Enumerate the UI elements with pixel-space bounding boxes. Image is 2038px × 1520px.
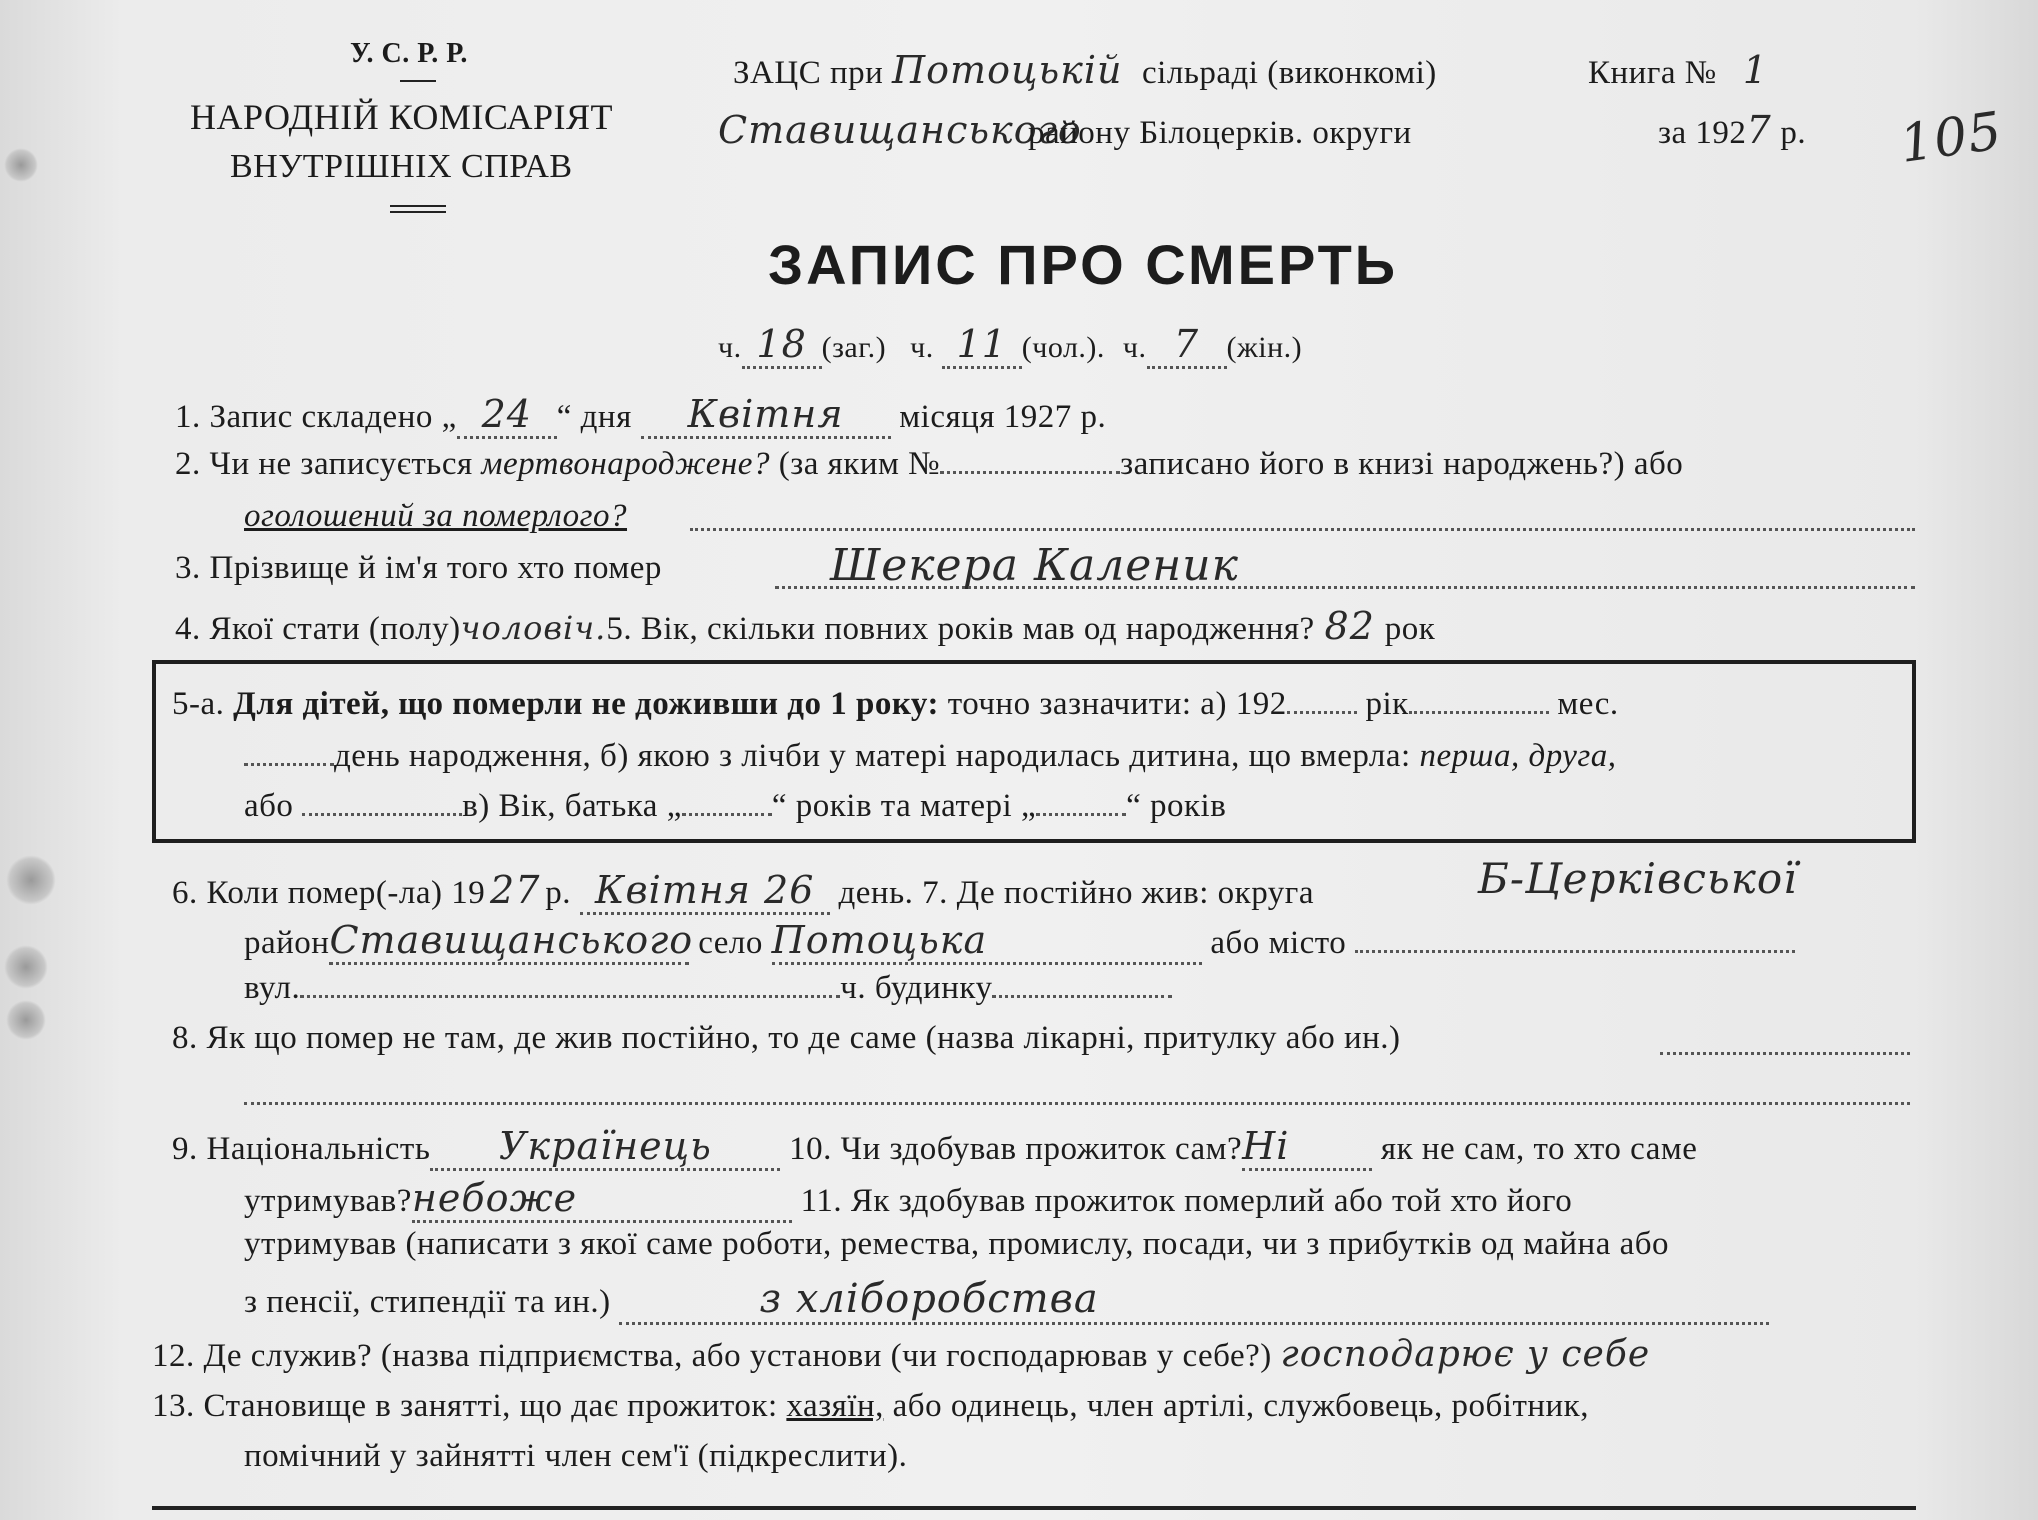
- book-number: 1: [1742, 48, 1769, 92]
- field-13: [152, 1388, 1589, 1425]
- zags-prefix: ЗАЦС при: [733, 55, 884, 91]
- book-line: [1588, 48, 1786, 92]
- field-5a-second: друга,: [1528, 738, 1617, 774]
- field-5-suffix: рок: [1384, 611, 1436, 647]
- record-numbers: [718, 322, 1302, 369]
- republic-label: У. С. Р. Р.: [350, 38, 468, 69]
- field-4-5: [175, 604, 1435, 648]
- field-1-day: 24: [457, 392, 557, 439]
- field-10-value: Ні: [1242, 1124, 1372, 1171]
- field-3-label: 3. Прізвище й ім'я того хто помер: [175, 550, 662, 586]
- zags-line: [733, 48, 1437, 92]
- field-5a-month-blank: [1409, 705, 1549, 714]
- field-7-city-label: або місто: [1210, 925, 1347, 961]
- field-8-blank-line: [244, 1096, 1910, 1105]
- district-line: [718, 108, 1412, 152]
- field-5a-text1: точно зазначити: а) 192: [947, 686, 1287, 722]
- num-total-label: (заг.): [821, 331, 887, 364]
- field-7-raion-label: район: [244, 925, 330, 961]
- field-4-gender: чоловіч.: [460, 609, 607, 647]
- field-5a-day-blank: [244, 757, 334, 766]
- field-5a-text2: день народження, б) якою з лічби у матері народилась дитина, що вмерла:: [334, 738, 1411, 774]
- num-prefix: ч.: [910, 331, 934, 364]
- field-7-selo-label: село: [698, 925, 763, 961]
- field-3-name: Шекера Каленик: [830, 540, 1239, 591]
- district-suffix: району Білоцерків. округи: [1028, 115, 1412, 151]
- punch-hole-mark: [6, 1000, 46, 1040]
- field-13-line2: помічний у зайнятті член сем'ї (підкреслити).: [244, 1438, 908, 1474]
- field-7-label: 7. Де постійно жив: округа: [922, 875, 1314, 911]
- margin-note: 105: [1896, 101, 2006, 175]
- field-7-house-label: ч. будинку: [840, 970, 993, 1006]
- field-2-c: (за яким №: [778, 446, 941, 482]
- field-12-value: господарює у себе: [1280, 1334, 1651, 1375]
- book-label: Книга №: [1588, 55, 1717, 91]
- field-2-number-blank: [940, 465, 1120, 474]
- field-9-nationality: Українець: [430, 1124, 780, 1171]
- field-7-street-label: вул.: [244, 970, 301, 1006]
- field-6-7: [172, 868, 1314, 915]
- field-2-blank-line: [690, 522, 1915, 531]
- field-5a-label: 5-а.: [172, 686, 225, 722]
- punch-hole-mark: [4, 148, 38, 182]
- bottom-rule: [152, 1506, 1916, 1510]
- field-10-suffix: як не сам, то хто саме: [1380, 1131, 1698, 1167]
- field-7-street-blank: [300, 989, 840, 998]
- page-title: ЗАПИС ПРО СМЕРТЬ: [768, 233, 1399, 296]
- year-handwritten: 7: [1746, 108, 1772, 152]
- field-10-supporter: небоже: [412, 1176, 792, 1223]
- field-9-label: 9. Національність: [172, 1131, 431, 1167]
- num-prefix: ч.: [1122, 331, 1147, 364]
- field-6-year: 27: [490, 868, 541, 912]
- year-prefix: за 192: [1658, 115, 1747, 151]
- field-13-options: або одинець, член артілі, службовець, робітник,: [892, 1388, 1589, 1424]
- field-13-owner-underlined: хазяїн,: [786, 1388, 884, 1424]
- field-5a-year-blank: [1287, 705, 1357, 714]
- field-5a-text4: “ років та матері „: [771, 788, 1037, 824]
- field-7-selo: Потоцька: [772, 918, 1202, 965]
- header-divider: [400, 80, 436, 82]
- field-5a-month-label: мес.: [1557, 686, 1619, 722]
- field-1-label: 1. Запис складено „: [175, 399, 457, 435]
- field-11-line3-label: з пенсії, стипендії та ин.): [244, 1284, 611, 1320]
- field-6-r: р.: [545, 875, 571, 911]
- commissariat-line1: НАРОДНІЙ КОМІСАРІЯТ: [190, 97, 614, 137]
- header-divider: [390, 205, 446, 207]
- field-12-label: 12. Де служив? (назва підприємства, або установи (чи господарював у себе?): [152, 1338, 1272, 1374]
- field-10-supporter-label: утримував?: [244, 1183, 412, 1219]
- field-11-line2: утримував (написати з якої саме роботи, ремества, промислу, посади, чи з прибутків од майна або: [244, 1226, 1670, 1262]
- field-5a-heading: Для дітей, що померли не доживши до 1 року:: [233, 686, 939, 722]
- num-total: 18: [742, 322, 822, 369]
- commissariat-line2: ВНУТРІШНІХ СПРАВ: [230, 148, 573, 185]
- field-5a-line3: [244, 788, 1226, 825]
- field-7-okruha: Б-Церківської: [1478, 854, 1798, 903]
- field-4-label: 4. Якої стати (полу): [175, 611, 461, 647]
- num-male: 11: [942, 322, 1022, 369]
- field-6-date: Квітня 26: [580, 868, 830, 915]
- punch-hole-mark: [6, 855, 56, 905]
- field-8-blank: [1660, 1046, 1910, 1055]
- header-divider: [390, 211, 446, 213]
- field-3-blank-line: [775, 580, 1915, 589]
- field-7-raion: Ставищанського: [329, 918, 689, 965]
- field-5a-or: або: [244, 788, 294, 824]
- punch-hole-mark: [4, 945, 48, 989]
- field-7-line2: [244, 918, 1795, 965]
- field-10-11: [244, 1176, 1572, 1223]
- field-6-day-label: день.: [838, 875, 914, 911]
- field-12: [152, 1334, 1650, 1375]
- field-5a-father-blank: [682, 807, 772, 816]
- zags-village-handwritten: Потоцькій: [892, 48, 1123, 92]
- field-2: [175, 446, 1683, 483]
- field-1: [175, 392, 1106, 439]
- field-5a-order-blank: [302, 807, 462, 816]
- num-female: 7: [1147, 322, 1227, 369]
- field-5a-year-label: рік: [1365, 686, 1409, 722]
- num-prefix: ч.: [718, 331, 742, 364]
- year-suffix: р.: [1780, 115, 1807, 151]
- zags-suffix: сільраді (виконкомі): [1142, 55, 1437, 91]
- field-2-a: 2. Чи не записується: [175, 446, 473, 482]
- field-6-label: 6. Коли помер(-ла) 19: [172, 875, 486, 911]
- district-handwritten: Ставищанського: [718, 108, 1082, 152]
- field-1-mid: “ дня: [556, 399, 632, 435]
- field-2-declared-dead: оголошений за померлого?: [244, 498, 628, 534]
- num-male-label: (чол.).: [1021, 331, 1105, 364]
- field-7-house-blank: [992, 989, 1172, 998]
- field-1-month: Квітня: [641, 392, 891, 439]
- field-11-value: з хліборобства: [619, 1276, 1769, 1325]
- field-7-line3: [244, 970, 1172, 1007]
- field-5a-first: перша,: [1419, 738, 1520, 774]
- field-11-line3: [244, 1276, 1769, 1325]
- field-2-d: записано його в книзі народжень?) або: [1120, 446, 1684, 482]
- field-5-age: 82: [1324, 604, 1375, 648]
- num-female-label: (жін.): [1226, 331, 1303, 364]
- field-5a-mother-blank: [1036, 807, 1126, 816]
- field-5a-line1: [172, 686, 1619, 723]
- field-5a-text3: в) Вік, батька „: [462, 788, 682, 824]
- field-7-city-blank: [1355, 944, 1795, 953]
- field-5-label: 5. Вік, скільки повних років мав од народження?: [606, 611, 1315, 647]
- field-5a-line2: [244, 738, 1617, 775]
- field-9-10: [172, 1124, 1697, 1171]
- field-8-label: 8. Як що помер не там, де жив постійно, то де саме (назва лікарні, притулку або ин.): [172, 1020, 1401, 1056]
- field-13-label: 13. Становище в занятті, що дає прожиток:: [152, 1388, 778, 1424]
- field-11-label: 11. Як здобував прожиток померлий або той хто його: [800, 1183, 1573, 1219]
- field-5a-text5: “ років: [1126, 788, 1227, 824]
- field-2-stillborn: мертвонароджене?: [481, 446, 770, 482]
- field-1-suffix: місяця 1927 р.: [899, 399, 1107, 435]
- year-line: [1658, 108, 1806, 152]
- field-10-label: 10. Чи здобував прожиток сам?: [789, 1131, 1243, 1167]
